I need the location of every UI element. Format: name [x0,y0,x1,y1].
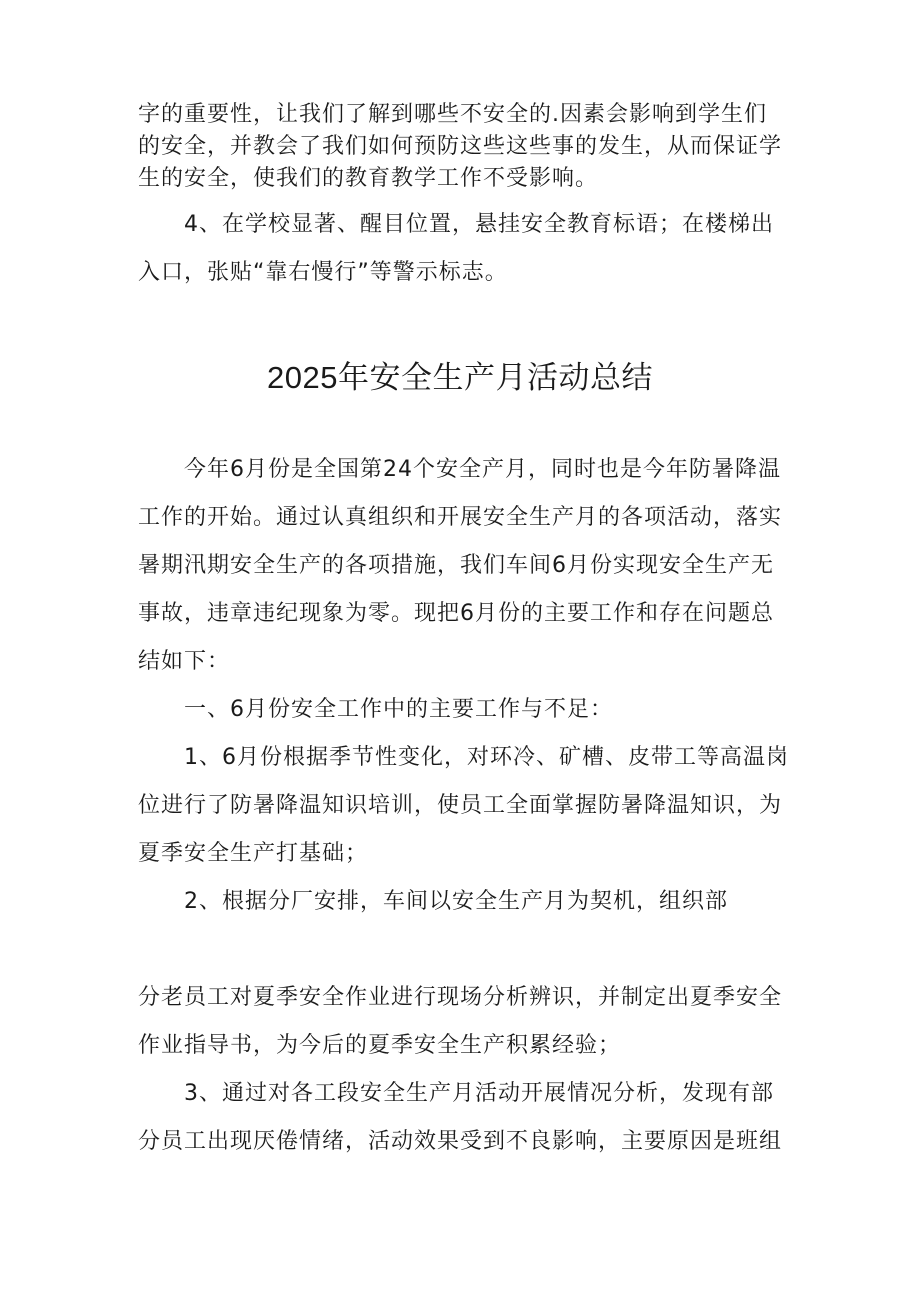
text-line: 4、在学校显著、醒目位置，悬挂安全教育标语；在楼梯出 [138,212,774,237]
text-line: 结如下： [138,649,231,674]
text-line: 作业指导书，为今后的夏季安全生产积累经验； [138,1033,622,1058]
text-line: 工作的开始。通过认真组织和开展安全生产月的各项活动，落实 [138,505,783,530]
text-line: 位进行了防暑降温知识培训，使员工全面掌握防暑降温知识，为 [138,793,783,818]
text-line: 3、通过对各工段安全生产月活动开展情况分析，发现有部 [138,1081,774,1106]
text-line: 入口，张贴“靠右慢行”等警示标志。 [138,260,508,285]
text-line: 分老员工对夏季安全作业进行现场分析辨识，并制定出夏季安全 [138,985,783,1010]
text-line: 夏季安全生产打基础； [138,841,369,866]
text-line: 今年6月份是全国第24个安全产月，同时也是今年防暑降温 [138,457,781,482]
text-line: 分员工出现厌倦情绪，活动效果受到不良影响，主要原因是班组 [138,1129,783,1154]
text-line: 暑期汛期安全生产的各项措施，我们车间6月份实现安全生产无 [138,553,774,578]
article-title: 2025年安全生产月活动总结 [267,360,653,395]
text-line: 生的安全，使我们的教育教学工作不受影响。 [138,166,599,191]
text-line: 事故，违章违纪现象为零。现把6月份的主要工作和存在问题总 [138,601,774,626]
text-line: 的安全，并教会了我们如何预防这些这些事的发生，从而保证学 [138,134,783,159]
text-line: 字的重要性，让我们了解到哪些不安全的.因素会影响到学生们 [138,102,767,127]
text-line: 1、6月份根据季节性变化，对环冷、矿槽、皮带工等高温岗 [138,745,789,770]
text-line: 2、根据分厂安排，车间以安全生产月为契机，组织部 [138,889,728,914]
text-line: 一、6月份安全工作中的主要工作与不足： [138,697,613,722]
